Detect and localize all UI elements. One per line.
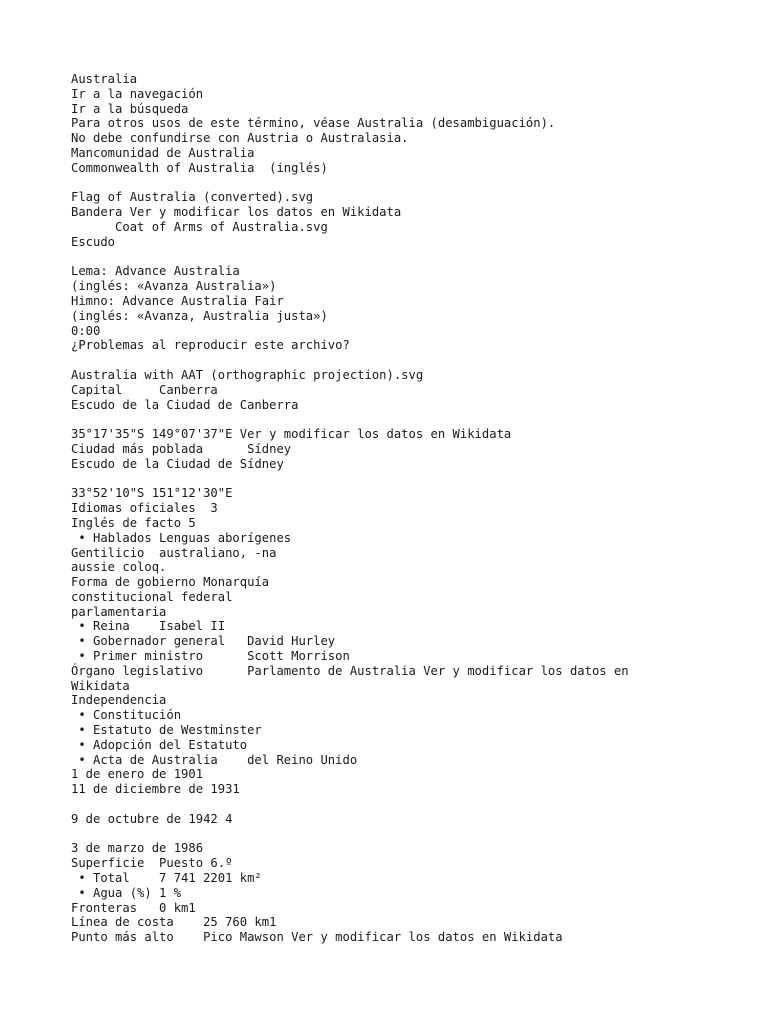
capital-coat-caption: Escudo de la Ciudad de Canberra [71, 397, 299, 412]
spacer [71, 250, 761, 265]
demonym-colloquial: aussie coloq. [71, 560, 167, 575]
english-row: Inglés de facto 5 [71, 515, 196, 530]
page-title: Australia [71, 72, 138, 86]
capital-coordinates[interactable]: 35°17'35"S 149°07'37"E Ver y modificar los datos en Wikidata [71, 427, 512, 442]
spacer [71, 472, 761, 487]
legislature-row-2: Wikidata [71, 678, 130, 693]
disambiguation-note: Para otros usos de este término, véase Australia (desambiguación). [71, 116, 556, 131]
highest-point-row: Punto más alto Pico Mawson Ver y modificar los datos en Wikidata [71, 930, 563, 945]
skip-to-search-link[interactable]: Ir a la búsqueda [71, 101, 189, 116]
spoken-languages-row: • Hablados Lenguas aborígenes [71, 530, 292, 545]
prime-minister-row: • Primer ministro Scott Morrison [71, 649, 350, 664]
largest-city-coordinates[interactable]: 33°52'10"S 151°12'30"E [71, 486, 233, 501]
government-row: Forma de gobierno Monarquía [71, 575, 270, 590]
audio-problems-link[interactable]: ¿Problemas al reproducir este archivo? [71, 338, 350, 353]
largest-city-coat-caption: Escudo de la Ciudad de Sídney [71, 456, 284, 471]
flag-caption: Bandera Ver y modificar los datos en Wikidata [71, 205, 402, 220]
motto-translation: (inglés: «Avanza Australia») [71, 279, 277, 294]
coat-of-arms-file-link[interactable]: Coat of Arms of Australia.svg [71, 219, 328, 234]
independence-heading: Independencia [71, 693, 167, 708]
anthem-translation: (inglés: «Avanza, Australia justa») [71, 308, 328, 323]
map-file-link[interactable]: Australia with AAT (orthographic projection).svg [71, 367, 424, 382]
spacer [71, 412, 761, 427]
date-1986: 3 de marzo de 1986 [71, 841, 204, 856]
spacer [71, 353, 761, 368]
native-name: Commonwealth of Australia (inglés) [71, 160, 328, 175]
coastline-row: Línea de costa 25 760 km1 [71, 915, 277, 930]
largest-city-row: Ciudad más poblada Sídney [71, 441, 292, 456]
spacer [71, 176, 761, 191]
demonym-row: Gentilicio australiano, -na [71, 545, 277, 560]
constitution-row: • Constitución [71, 708, 182, 723]
statute-adoption-row: • Adopción del Estatuto [71, 737, 248, 752]
governor-general-row: • Gobernador general David Hurley [71, 634, 336, 649]
document-page [71, 72, 761, 945]
capital-row: Capital Canberra [71, 382, 218, 397]
motto-row: Lema: Advance Australia [71, 264, 240, 279]
spacer [71, 827, 761, 842]
government-row-3: parlamentaria [71, 604, 167, 619]
water-row: • Agua (%) 1 % [71, 885, 182, 900]
anthem-row: Himno: Advance Australia Fair [71, 293, 284, 308]
date-1931: 11 de diciembre de 1931 [71, 782, 240, 797]
spacer [71, 797, 761, 812]
area-total-row: • Total 7 741 2201 km² [71, 871, 262, 886]
date-1901: 1 de enero de 1901 [71, 767, 204, 782]
date-1942: 9 de octubre de 1942 4 [71, 811, 233, 826]
borders-row: Fronteras 0 km1 [71, 900, 196, 915]
flag-file-link[interactable]: Flag of Australia (converted).svg [71, 190, 314, 205]
official-name: Mancomunidad de Australia [71, 145, 255, 160]
official-languages-row: Idiomas oficiales 3 [71, 501, 218, 516]
westminster-row: • Estatuto de Westminster [71, 723, 262, 738]
audio-time: 0:00 [71, 323, 101, 338]
queen-row: • Reina Isabel II [71, 619, 226, 634]
coat-of-arms-caption: Escudo [71, 234, 116, 249]
skip-to-navigation-link[interactable]: Ir a la navegación [71, 86, 204, 101]
not-confuse-note: No debe confundirse con Austria o Australasia. [71, 131, 409, 146]
government-row-2: constitucional federal [71, 589, 233, 604]
area-row: Superficie Puesto 6.º [71, 856, 233, 871]
legislature-row: Órgano legislativo Parlamento de Australia Ver y modificar los datos en [71, 663, 629, 678]
australia-act-row: • Acta de Australia del Reino Unido [71, 752, 358, 767]
